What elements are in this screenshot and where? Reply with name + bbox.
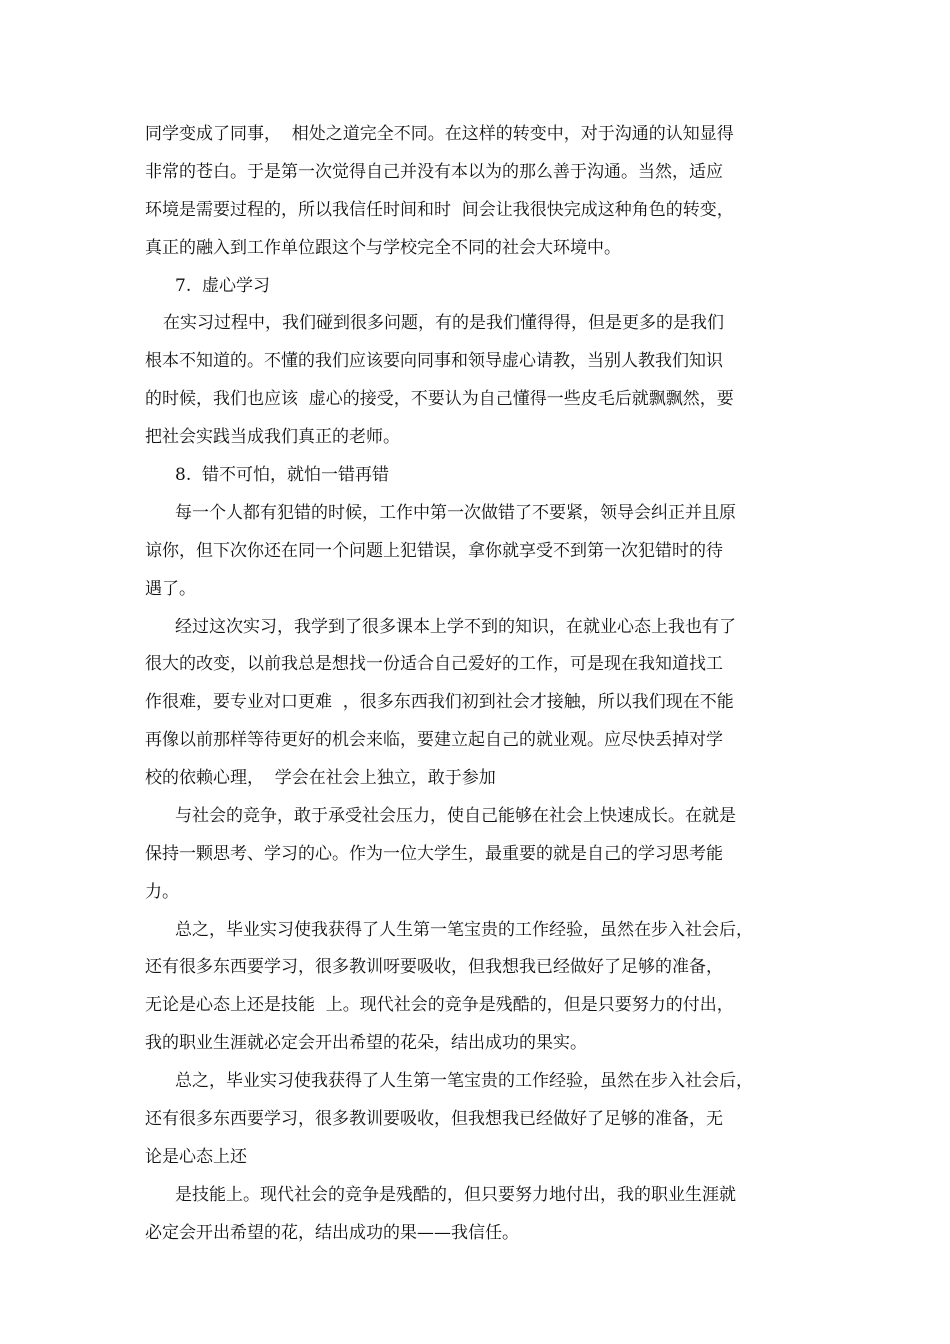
text-line: 校的依赖心理， 学会在社会上独立，敢于参加: [145, 768, 496, 788]
text-line: 总之，毕业实习使我获得了人生第一笔宝贵的工作经验，虽然在步入社会后，: [175, 1071, 753, 1091]
text-line: 根本不知道的。不懂的我们应该要向同事和领导虚心请教，当别人教我们知识: [145, 351, 723, 371]
text-line: 总之，毕业实习使我获得了人生第一笔宝贵的工作经验，虽然在步入社会后，: [175, 920, 753, 940]
text-line: 必定会开出希望的花，结出成功的果——我信任。: [145, 1223, 519, 1243]
text-line: 无论是心态上还是技能 上。现代社会的竞争是残酷的，但是只要努力的付出，: [145, 995, 734, 1015]
text-line: 还有很多东西要学习，很多教训要吸收，但我想我已经做好了足够的准备，无: [145, 1109, 723, 1129]
text-line: 与社会的竞争，敢于承受社会压力，使自己能够在社会上快速成长。在就是: [175, 806, 736, 826]
text-line: 每一个人都有犯错的时候，工作中第一次做错了不要紧，领导会纠正并且原: [175, 503, 736, 523]
text-line: 的时候，我们也应该 虚心的接受，不要认为自己懂得一些皮毛后就飘飘然，要: [145, 389, 734, 409]
text-line: 保持一颗思考、学习的心。作为一位大学生，最重要的就是自己的学习思考能: [145, 844, 723, 864]
section-heading: 7. 虚心学习: [175, 276, 271, 296]
text-line: 很大的改变，以前我总是想找一份适合自己爱好的工作，可是现在我知道找工: [145, 654, 723, 674]
text-line: 在实习过程中，我们碰到很多问题，有的是我们懂得得，但是更多的是我们: [163, 313, 724, 333]
text-line: 真正的融入到工作单位跟这个与学校完全不同的社会大环境中。: [145, 238, 621, 258]
text-line: 环境是需要过程的，所以我信任时间和时 间会让我很快完成这种角色的转变，: [145, 200, 734, 220]
text-line: 非常的苍白。于是第一次觉得自己并没有本以为的那么善于沟通。当然，适应: [145, 162, 723, 182]
section-heading: 8. 错不可怕，就怕一错再错: [175, 465, 390, 485]
text-line: 再像以前那样等待更好的机会来临，要建立起自己的就业观。应尽快丢掉对学: [145, 730, 723, 750]
text-line: 是技能上。现代社会的竞争是残酷的，但只要努力地付出，我的职业生涯就: [175, 1185, 736, 1205]
text-line: 把社会实践当成我们真正的老师。: [145, 427, 400, 447]
text-line: 还有很多东西要学习，很多教训呀要吸收，但我想我已经做好了足够的准备，: [145, 957, 723, 977]
text-line: 力。: [145, 882, 179, 902]
text-line: 我的职业生涯就必定会开出希望的花朵，结出成功的果实。: [145, 1033, 587, 1053]
text-line: 遇了。: [145, 579, 196, 599]
text-line: 谅你，但下次你还在同一个问题上犯错误，拿你就享受不到第一次犯错时的待: [145, 541, 723, 561]
text-line: 作很难，要专业对口更难 ，很多东西我们初到社会才接触，所以我们现在不能: [145, 692, 734, 712]
text-line: 经过这次实习，我学到了很多课本上学不到的知识，在就业心态上我也有了: [175, 617, 736, 637]
text-line: 论是心态上还: [145, 1147, 247, 1167]
text-line: 同学变成了同事， 相处之道完全不同。在这样的转变中，对于沟通的认知显得: [145, 124, 734, 144]
